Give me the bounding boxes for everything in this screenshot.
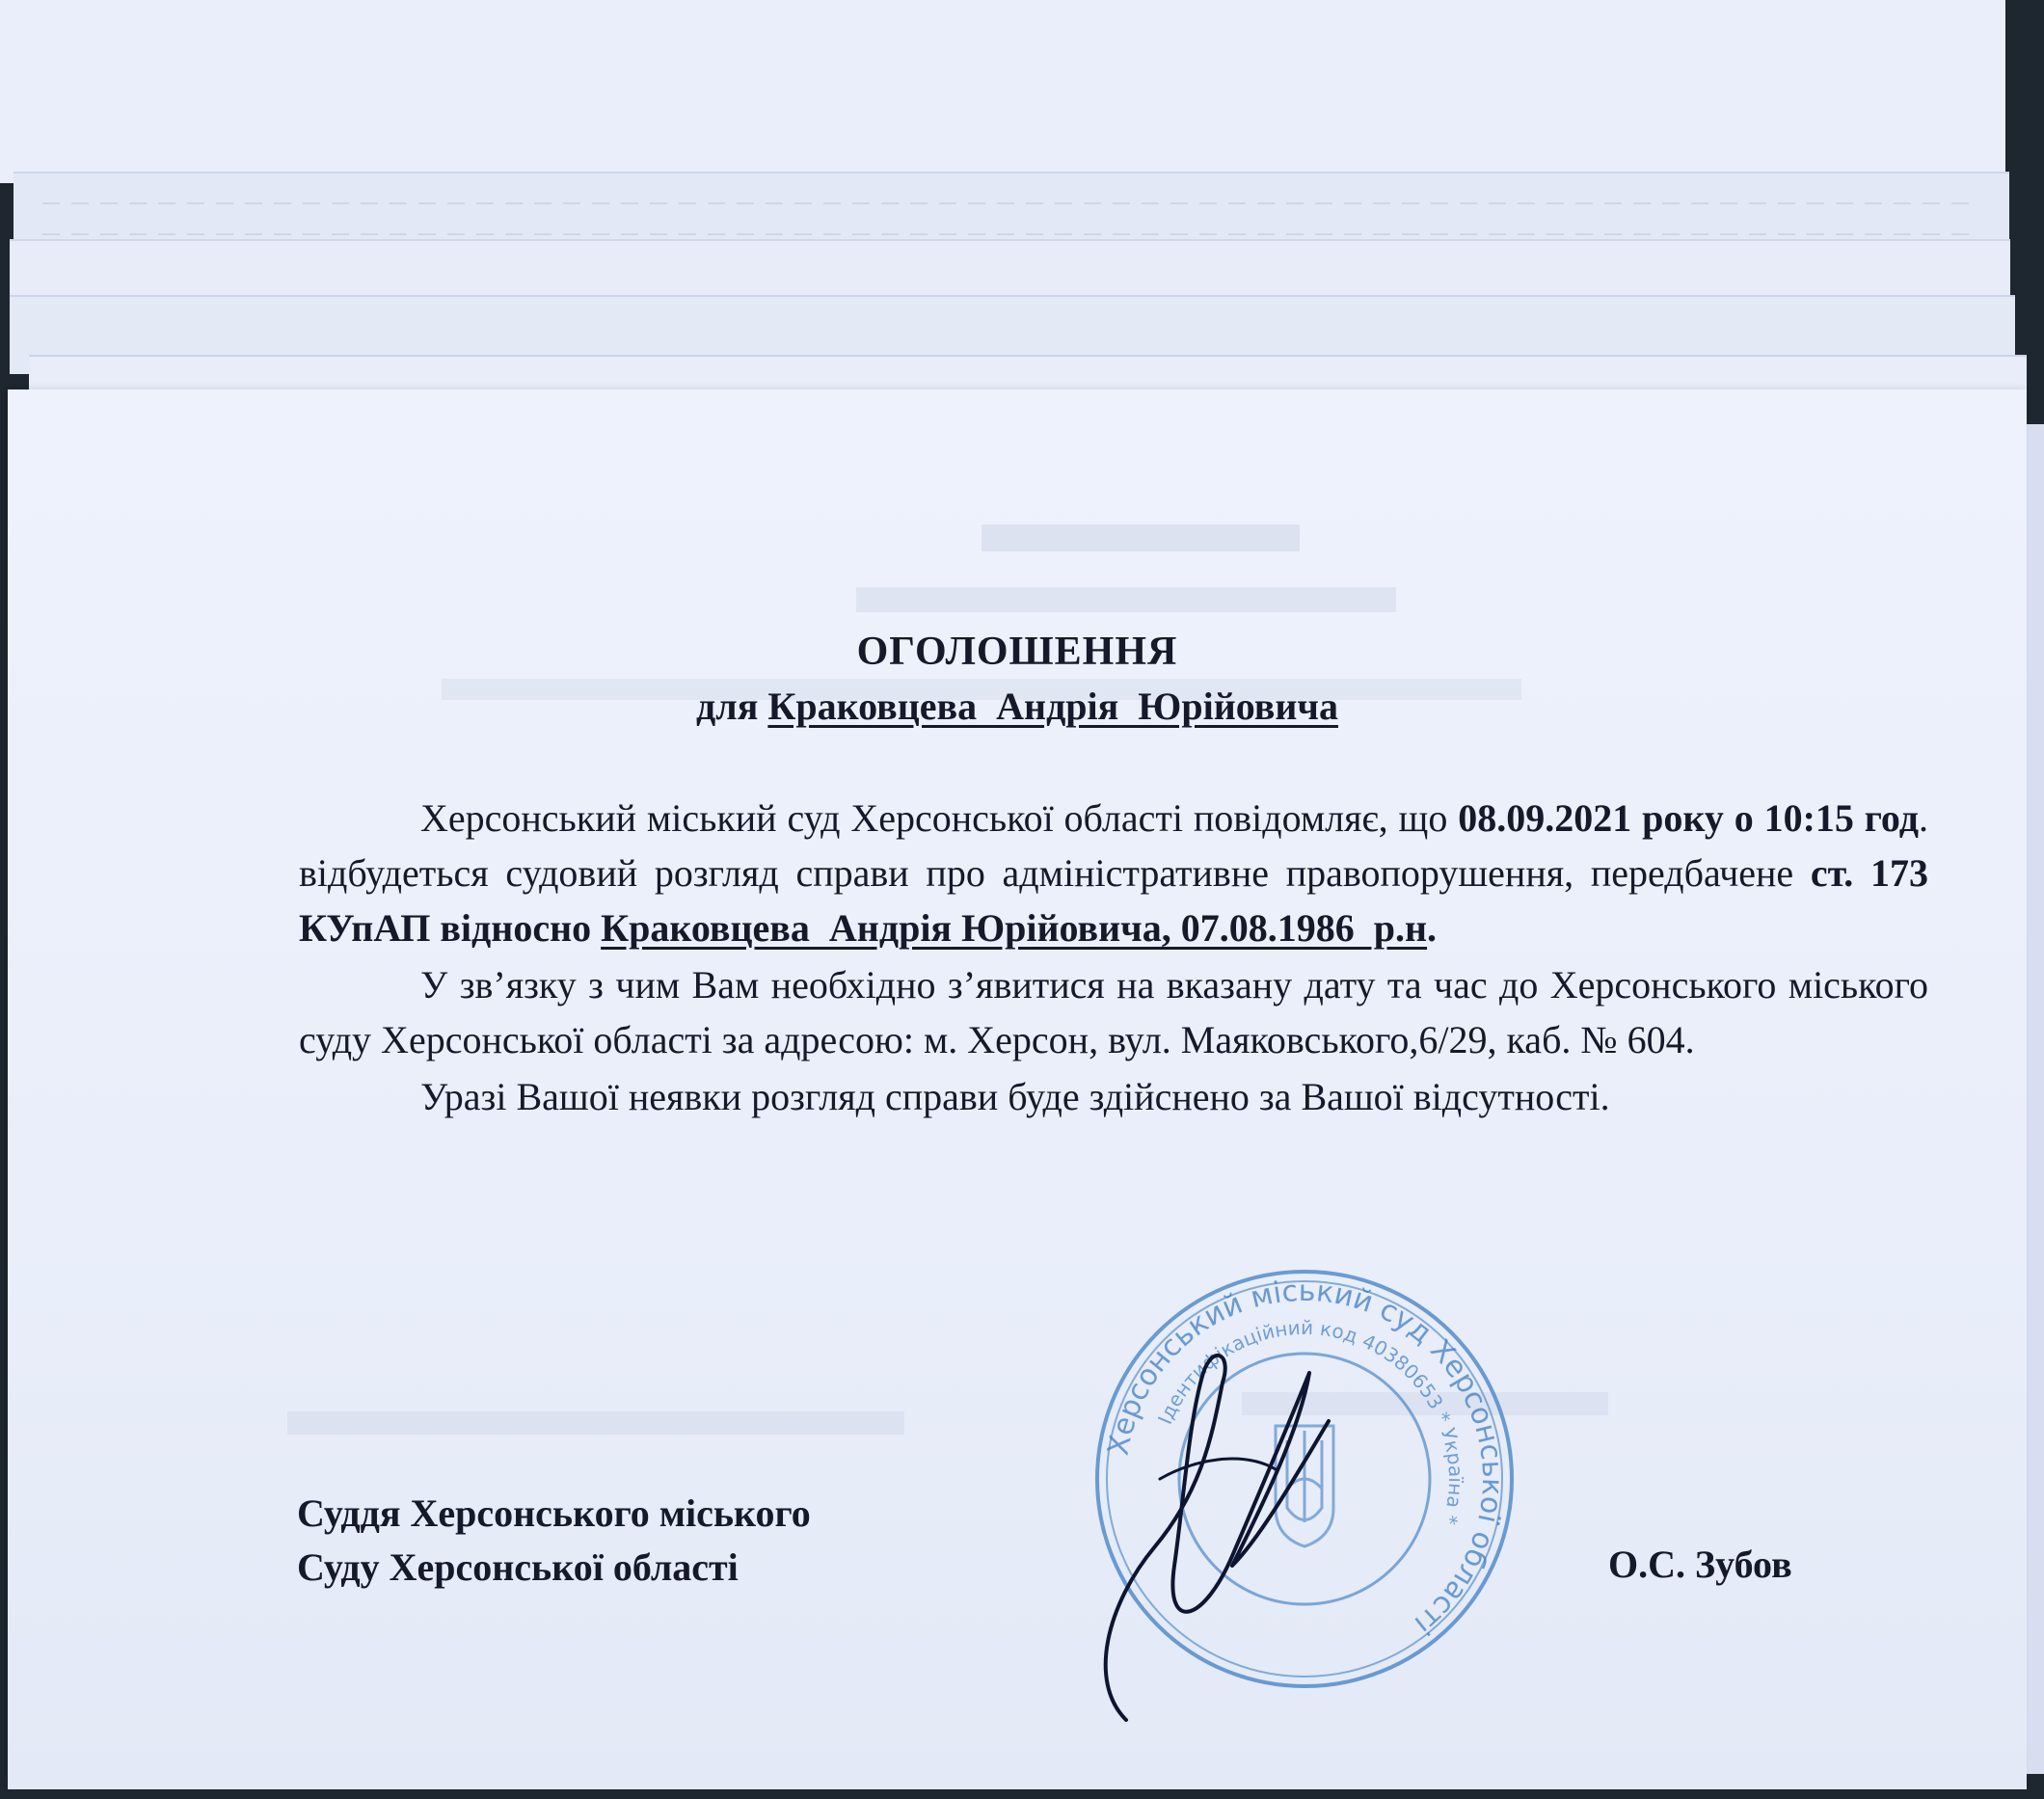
hearing-date-time: 08.09.2021 року о 10:15 год: [1458, 796, 1920, 840]
judge-position: [297, 1487, 811, 1595]
notice-sheet: [8, 389, 2027, 1789]
signature-stroke: [1106, 1356, 1329, 1720]
signature-stroke: [1160, 1459, 1276, 1479]
absence-paragraph: Уразі Вашої неявки розгляд справи буде здійснено за Вашої відсутності.: [420, 1075, 1610, 1118]
addressee-name: Краковцева Андрія Юрійовича: [767, 685, 1338, 728]
hearing-text-end: .: [1427, 906, 1438, 950]
judge-position-line2: Суду Херсонської області: [297, 1545, 739, 1589]
hearing-article: ст. 173 КУпАП відносно: [299, 851, 1929, 950]
hearing-text-2: . відбудеться судовий розгляд справи про адміністративне правопорушення, передбачене: [299, 796, 1929, 895]
seal-outer-text: Херсонський міський суд Херсонської області: [1101, 1274, 1510, 1642]
background-sheet: [0, 0, 2005, 183]
hearing-person: Краковцева Андрія Юрійовича, 07.08.1986 р.н: [601, 906, 1428, 950]
notice-content: [8, 389, 2027, 1789]
addressee-prefix: для: [696, 685, 759, 728]
notice-title: ОГОЛОШЕННЯ: [856, 630, 1178, 674]
hearing-text-1: Херсонський міський суд Херсонської області повідомляє, що: [420, 796, 1459, 840]
sheet-edge: [42, 233, 1971, 235]
judge-name: О.С. Зубов: [1608, 1543, 1792, 1586]
appearance-paragraph: У зв’язку з чим Вам необхідно з’явитися на вказану дату та час до Херсонського міського суду Херсонської області за адресою: м. Херсон, вул. Маяковського,6/29, каб. № 604.: [299, 963, 1928, 1061]
judge-signature: [1068, 1315, 1358, 1730]
judge-position-line1: Суддя Херсонського міського: [297, 1491, 811, 1535]
notice-body: [299, 791, 1928, 1126]
seal-inner-text: Ідентифікаційний код 40380653 * Україна *: [1152, 1315, 1468, 1527]
hearing-paragraph: [299, 791, 1928, 955]
sheet-edge: [42, 202, 1971, 204]
notice-addressee: [8, 684, 2027, 729]
